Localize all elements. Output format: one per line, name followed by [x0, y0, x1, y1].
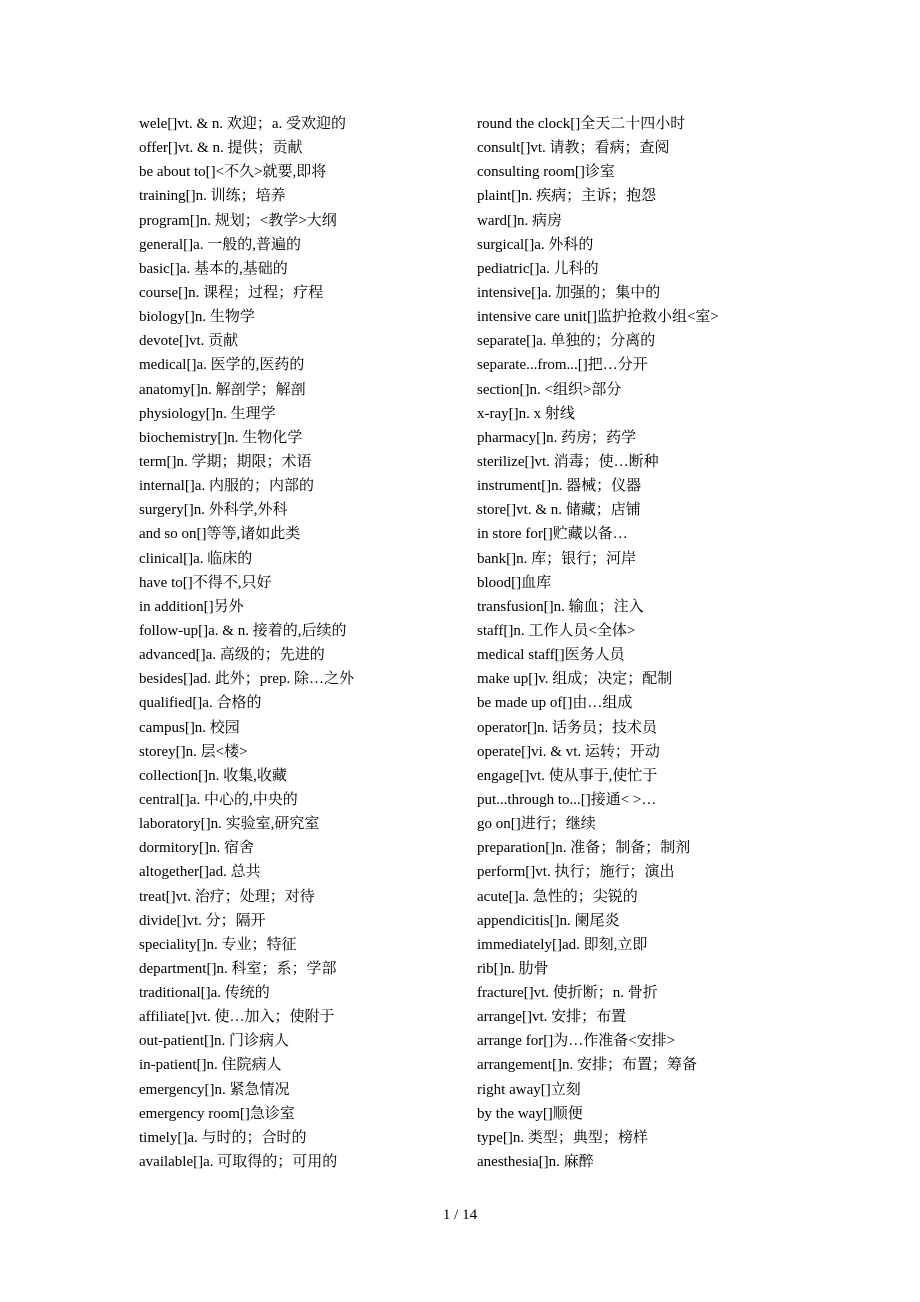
- vocabulary-entry: instrument[]n. 器械；仪器: [477, 478, 642, 495]
- vocabulary-entry: transfusion[]n. 输血；注入: [477, 598, 644, 615]
- vocabulary-entry: besides[]ad. 此外；prep. 除…之外: [139, 671, 354, 688]
- vocabulary-entry: staff[]n. 工作人员<全体>: [477, 622, 636, 639]
- vocabulary-entry: in-patient[]n. 住院病人: [139, 1057, 282, 1074]
- vocabulary-entry: in addition[]另外: [139, 598, 244, 615]
- vocabulary-entry: intensive care unit[]监护抢救小组<室>: [477, 309, 719, 326]
- vocabulary-entry: pharmacy[]n. 药房；药学: [477, 429, 637, 446]
- left-vocabulary-column: [139, 112, 499, 1174]
- vocabulary-entry: qualified[]a. 合格的: [139, 695, 262, 712]
- vocabulary-entry: consult[]vt. 请教；看病；查阅: [477, 140, 670, 157]
- vocabulary-entry: be made up of[]由…组成: [477, 695, 633, 712]
- page-number: 1 / 14: [442, 1207, 478, 1223]
- vocabulary-entry: collection[]n. 收集,收藏: [139, 767, 287, 784]
- vocabulary-entry: perform[]vt. 执行；施行；演出: [477, 864, 675, 881]
- vocabulary-entry: acute[]a. 急性的；尖锐的: [477, 888, 638, 905]
- vocabulary-entry: basic[]a. 基本的,基础的: [139, 260, 288, 277]
- vocabulary-entry: x-ray[]n. x 射线: [477, 405, 575, 422]
- vocabulary-entry: make up[]v. 组成；决定；配制: [477, 671, 673, 688]
- vocabulary-entry: sterilize[]vt. 消毒；使…断种: [477, 453, 659, 470]
- vocabulary-entry: anesthesia[]n. 麻醉: [477, 1154, 594, 1171]
- vocabulary-entry: medical staff[]医务人员: [477, 647, 625, 664]
- vocabulary-entry: offer[]vt. & n. 提供；贡献: [139, 140, 303, 157]
- vocabulary-entry: treat[]vt. 治疗；处理；对待: [139, 888, 315, 905]
- vocabulary-entry: section[]n. <组织>部分: [477, 381, 622, 398]
- vocabulary-entry: surgery[]n. 外科学,外科: [139, 502, 288, 519]
- vocabulary-entry: engage[]vt. 使从事于,使忙于: [477, 767, 658, 784]
- vocabulary-entry: available[]a. 可取得的；可用的: [139, 1154, 338, 1171]
- vocabulary-entry: right away[]立刻: [477, 1081, 581, 1098]
- vocabulary-entry: ward[]n. 病房: [477, 212, 562, 229]
- vocabulary-entry: medical[]a. 医学的,医药的: [139, 357, 305, 374]
- vocabulary-entry: put...through to...[]接通< >…: [477, 791, 657, 808]
- vocabulary-entry: blood[]血库: [477, 574, 552, 591]
- vocabulary-entry: store[]vt. & n. 储藏；店铺: [477, 502, 641, 519]
- vocabulary-entry: preparation[]n. 准备；制备；制剂: [477, 840, 691, 857]
- vocabulary-entry: program[]n. 规划；<教学>大纲: [139, 212, 337, 229]
- vocabulary-entry: fracture[]vt. 使折断；n. 骨折: [477, 985, 658, 1002]
- vocabulary-entry: laboratory[]n. 实验室,研究室: [139, 816, 320, 833]
- right-vocabulary-column: [477, 112, 837, 1174]
- vocabulary-entry: rib[]n. 肋骨: [477, 960, 549, 977]
- vocabulary-entry: operate[]vi. & vt. 运转；开动: [477, 743, 660, 760]
- vocabulary-entry: advanced[]a. 高级的；先进的: [139, 647, 325, 664]
- vocabulary-entry: pediatric[]a. 儿科的: [477, 260, 599, 277]
- vocabulary-entry: arrangement[]n. 安排；布置；筹备: [477, 1057, 697, 1074]
- vocabulary-entry: be about to[]<不久>就要,即将: [139, 164, 327, 181]
- vocabulary-entry: appendicitis[]n. 阑尾炎: [477, 912, 620, 929]
- vocabulary-entry: training[]n. 训练；培养: [139, 188, 286, 205]
- vocabulary-entry: term[]n. 学期；期限；术语: [139, 453, 312, 470]
- vocabulary-entry: internal[]a. 内服的；内部的: [139, 478, 314, 495]
- vocabulary-entry: general[]a. 一般的,普遍的: [139, 236, 302, 253]
- vocabulary-entry: plaint[]n. 疾病；主诉；抱怨: [477, 188, 657, 205]
- vocabulary-entry: bank[]n. 库；银行；河岸: [477, 550, 637, 567]
- vocabulary-entry: have to[]不得不,只好: [139, 574, 272, 591]
- vocabulary-entry: department[]n. 科室；系；学部: [139, 960, 337, 977]
- vocabulary-entry: wele[]vt. & n. 欢迎；a. 受欢迎的: [139, 116, 347, 132]
- vocabulary-entry: devote[]vt. 贡献: [139, 333, 239, 350]
- vocabulary-entry: dormitory[]n. 宿舍: [139, 840, 254, 857]
- vocabulary-entry: by the way[]顺便: [477, 1105, 583, 1122]
- vocabulary-entry: and so on[]等等,诸如此类: [139, 526, 301, 543]
- vocabulary-entry: anatomy[]n. 解剖学；解剖: [139, 381, 306, 398]
- vocabulary-entry: campus[]n. 校园: [139, 719, 240, 736]
- vocabulary-entry: arrange[]vt. 安排；布置: [477, 1009, 627, 1026]
- vocabulary-entry: operator[]n. 话务员；技术员: [477, 719, 657, 736]
- vocabulary-entry: biochemistry[]n. 生物化学: [139, 429, 303, 446]
- vocabulary-entry: separate[]a. 单独的；分离的: [477, 333, 656, 350]
- vocabulary-entry: round the clock[]全天二十四小时: [477, 116, 686, 132]
- vocabulary-entry: course[]n. 课程；过程；疗程: [139, 284, 324, 301]
- vocabulary-entry: go on[]进行；继续: [477, 816, 596, 833]
- vocabulary-entry: central[]a. 中心的,中央的: [139, 791, 298, 808]
- vocabulary-entry: physiology[]n. 生理学: [139, 405, 276, 422]
- vocabulary-entry: storey[]n. 层<楼>: [139, 743, 248, 760]
- vocabulary-entry: separate...from...[]把…分开: [477, 357, 648, 374]
- vocabulary-entry: timely[]a. 与时的；合时的: [139, 1129, 307, 1146]
- vocabulary-entry: out-patient[]n. 门诊病人: [139, 1033, 289, 1050]
- vocabulary-entry: traditional[]a. 传统的: [139, 985, 270, 1002]
- vocabulary-entry: in store for[]贮藏以备…: [477, 526, 628, 543]
- vocabulary-entry: immediately[]ad. 即刻,立即: [477, 936, 648, 953]
- vocabulary-entry: affiliate[]vt. 使…加入；使附于: [139, 1009, 335, 1026]
- vocabulary-entry: altogether[]ad. 总共: [139, 864, 261, 881]
- vocabulary-entry: follow-up[]a. & n. 接着的,后续的: [139, 622, 347, 639]
- vocabulary-entry: surgical[]a. 外科的: [477, 236, 594, 253]
- vocabulary-entry: speciality[]n. 专业；特征: [139, 936, 297, 953]
- vocabulary-entry: intensive[]a. 加强的；集中的: [477, 284, 661, 301]
- vocabulary-entry: clinical[]a. 临床的: [139, 550, 253, 567]
- vocabulary-entry: emergency room[]急诊室: [139, 1105, 295, 1122]
- vocabulary-entry: divide[]vt. 分；隔开: [139, 912, 266, 929]
- vocabulary-entry: emergency[]n. 紧急情况: [139, 1081, 290, 1098]
- vocabulary-entry: arrange for[]为…作准备<安排>: [477, 1033, 676, 1050]
- vocabulary-entry: type[]n. 类型；典型；榜样: [477, 1129, 648, 1146]
- vocabulary-entry: biology[]n. 生物学: [139, 309, 255, 326]
- vocabulary-entry: consulting room[]诊室: [477, 164, 615, 181]
